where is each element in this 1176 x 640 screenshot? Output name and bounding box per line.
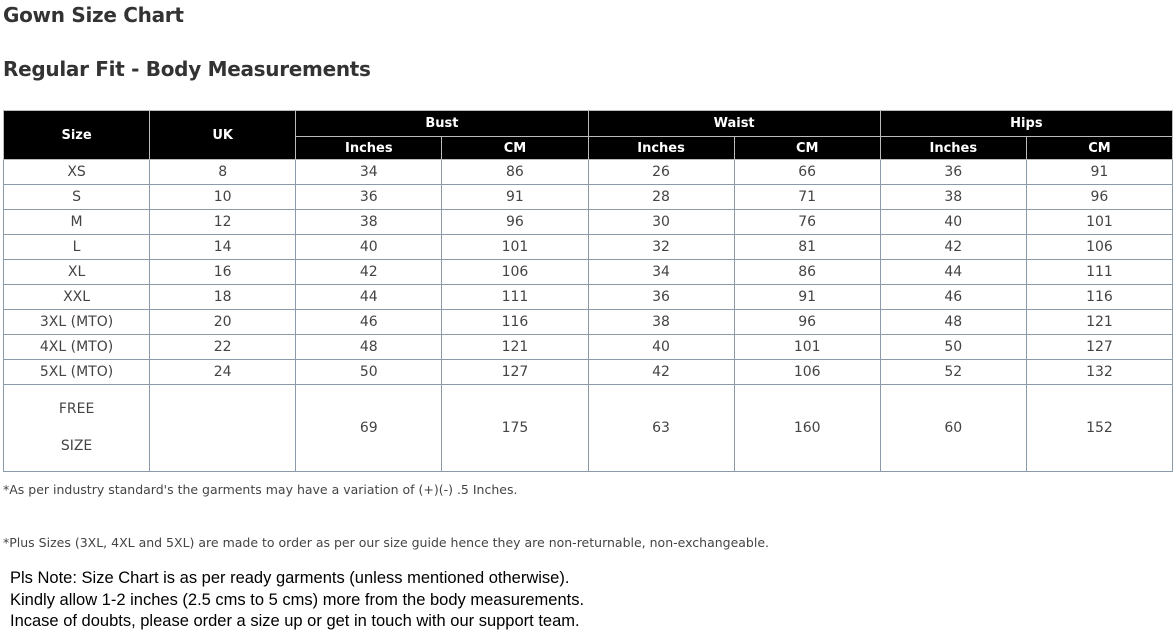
table-cell-hips-inches: 44 (880, 260, 1026, 285)
header-bust-cm: CM (442, 137, 588, 160)
table-cell-waist-inches: 26 (588, 160, 734, 185)
table-row (4, 210, 1173, 235)
table-row (4, 235, 1173, 260)
header-waist-cm: CM (734, 137, 880, 160)
table-cell-hips-cm: 91 (1026, 160, 1172, 185)
header-size: Size (4, 111, 150, 160)
table-cell-bust-cm: 106 (442, 260, 588, 285)
pls-note-line: Pls Note: Size Chart is as per ready garments (unless mentioned otherwise). (10, 569, 570, 587)
table-cell-bust-inches: 36 (296, 185, 442, 210)
table-cell-bust-inches: 69 (296, 385, 442, 472)
table-cell-waist-inches: 28 (588, 185, 734, 210)
table-cell-waist-cm: 76 (734, 210, 880, 235)
table-cell-uk: 16 (150, 260, 296, 285)
table-cell-bust-inches: 40 (296, 235, 442, 260)
table-cell-size: S (4, 185, 150, 210)
table-cell-waist-cm: 91 (734, 285, 880, 310)
table-cell-hips-inches: 36 (880, 160, 1026, 185)
free-size-line2: SIZE (60, 438, 93, 454)
table-cell-hips-cm: 127 (1026, 335, 1172, 360)
table-cell-hips-inches: 42 (880, 235, 1026, 260)
table-cell-hips-inches: 50 (880, 335, 1026, 360)
table-cell-bust-cm: 127 (442, 360, 588, 385)
table-cell-waist-inches: 63 (588, 385, 734, 472)
table-cell-uk: 10 (150, 185, 296, 210)
table-cell-uk (150, 385, 296, 472)
table-cell-bust-inches: 44 (296, 285, 442, 310)
size-chart-body (4, 160, 1173, 472)
table-cell-uk: 8 (150, 160, 296, 185)
table-cell-hips-inches: 60 (880, 385, 1026, 472)
table-cell-waist-inches: 32 (588, 235, 734, 260)
table-cell-hips-cm: 101 (1026, 210, 1172, 235)
table-cell-bust-cm: 116 (442, 310, 588, 335)
table-cell-uk: 12 (150, 210, 296, 235)
table-cell-waist-cm: 81 (734, 235, 880, 260)
table-cell-bust-cm: 121 (442, 335, 588, 360)
table-cell-bust-inches: 34 (296, 160, 442, 185)
plus-sizes-note: *Plus Sizes (3XL, 4XL and 5XL) are made to order as per our size guide hence they are non-returnable, non-exchangeable. (3, 535, 770, 550)
table-cell-hips-cm: 96 (1026, 185, 1172, 210)
table-cell-size: 4XL (MTO) (4, 335, 150, 360)
table-cell-size: XL (4, 260, 150, 285)
table-cell-hips-inches: 40 (880, 210, 1026, 235)
table-cell-hips-inches: 48 (880, 310, 1026, 335)
table-cell-hips-cm: 121 (1026, 310, 1172, 335)
header-hips-inches: Inches (880, 137, 1026, 160)
header-waist: Waist (588, 111, 880, 137)
table-cell-bust-cm: 86 (442, 160, 588, 185)
table-cell-hips-cm: 106 (1026, 235, 1172, 260)
table-cell-waist-inches: 40 (588, 335, 734, 360)
table-cell-bust-inches: 48 (296, 335, 442, 360)
table-cell-hips-cm: 116 (1026, 285, 1172, 310)
table-cell-size: XXL (4, 285, 150, 310)
table-cell-size: M (4, 210, 150, 235)
table-cell-waist-cm: 160 (734, 385, 880, 472)
table-row (4, 160, 1173, 185)
table-cell-size: 5XL (MTO) (4, 360, 150, 385)
header-uk: UK (150, 111, 296, 160)
table-cell-uk: 18 (150, 285, 296, 310)
table-cell-waist-cm: 71 (734, 185, 880, 210)
header-bust: Bust (296, 111, 588, 137)
table-cell-size: 3XL (MTO) (4, 310, 150, 335)
table-row (4, 360, 1173, 385)
table-cell-bust-inches: 42 (296, 260, 442, 285)
table-cell-bust-cm: 91 (442, 185, 588, 210)
table-row (4, 335, 1173, 360)
table-cell-waist-inches: 34 (588, 260, 734, 285)
table-cell-size: XS (4, 160, 150, 185)
table-cell-waist-inches: 38 (588, 310, 734, 335)
table-cell-waist-inches: 42 (588, 360, 734, 385)
table-cell-bust-cm: 175 (442, 385, 588, 472)
table-cell-waist-cm: 66 (734, 160, 880, 185)
page-subtitle: Regular Fit - Body Measurements (3, 57, 371, 81)
table-cell-bust-cm: 101 (442, 235, 588, 260)
table-cell-waist-cm: 86 (734, 260, 880, 285)
table-row (4, 260, 1173, 285)
table-cell-uk: 22 (150, 335, 296, 360)
table-cell-waist-cm: 96 (734, 310, 880, 335)
pls-note-line: Incase of doubts, please order a size up or get in touch with our support team. (10, 612, 580, 630)
table-cell-waist-inches: 30 (588, 210, 734, 235)
header-waist-inches: Inches (588, 137, 734, 160)
variation-note: *As per industry standard's the garments may have a variation of (+)(-) .5 Inches. (3, 482, 518, 497)
header-hips-cm: CM (1026, 137, 1172, 160)
table-cell-hips-cm: 132 (1026, 360, 1172, 385)
page-title: Gown Size Chart (3, 3, 184, 27)
table-cell-hips-inches: 38 (880, 185, 1026, 210)
table-cell-uk: 14 (150, 235, 296, 260)
table-cell-size: L (4, 235, 150, 260)
table-row-free-size (4, 385, 1173, 472)
header-bust-inches: Inches (296, 137, 442, 160)
table-cell-hips-cm: 111 (1026, 260, 1172, 285)
table-row (4, 285, 1173, 310)
table-cell-size (4, 385, 150, 472)
table-cell-hips-cm: 152 (1026, 385, 1172, 472)
table-cell-uk: 20 (150, 310, 296, 335)
table-cell-waist-cm: 101 (734, 335, 880, 360)
table-cell-bust-inches: 38 (296, 210, 442, 235)
header-hips: Hips (880, 111, 1172, 137)
table-row (4, 185, 1173, 210)
table-cell-bust-cm: 111 (442, 285, 588, 310)
table-cell-uk: 24 (150, 360, 296, 385)
table-cell-bust-cm: 96 (442, 210, 588, 235)
table-row (4, 310, 1173, 335)
pls-note (10, 568, 584, 633)
table-cell-hips-inches: 46 (880, 285, 1026, 310)
table-cell-bust-inches: 46 (296, 310, 442, 335)
size-chart-table (3, 110, 1173, 472)
table-cell-hips-inches: 52 (880, 360, 1026, 385)
table-cell-waist-inches: 36 (588, 285, 734, 310)
free-size-line1: FREE (58, 401, 95, 417)
pls-note-line: Kindly allow 1-2 inches (2.5 cms to 5 cms) more from the body measurements. (10, 590, 585, 609)
table-cell-bust-inches: 50 (296, 360, 442, 385)
table-cell-waist-cm: 106 (734, 360, 880, 385)
